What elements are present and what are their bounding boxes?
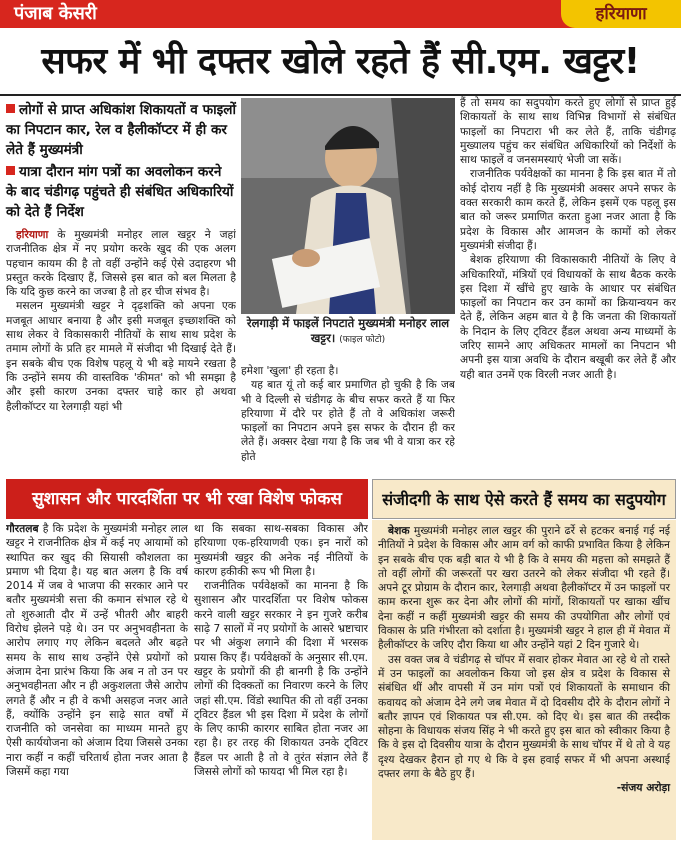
- paragraph: मसलन मुख्यमंत्री खट्टर ने दृढ़शक्ति को अपना एक मजबूत आधार बनाया है और इसी मजबूत इच्छाशक्ति को साथ लेकर वे विकासकारी नीतियों के साथ साथ प्रदेश के तमाम लोगों के प्रति हर मामले में संजीदा भी दिखाई देते हैं। इन सबके बीच एक विशेष पहलू ये भी बड़े मायने रखता है कि उन्होंने समय की वास्तविक 'कीमत' को भी समझा है और इसी कारण उनका दफ्तर चाहे कार हो अथवा हैलीकॉप्टर या रेलगाड़ी यहां भी: [6, 299, 236, 413]
- paragraph: बेशक हरियाणा की विकासकारी नीतियों के लिए वे अधिकारियों, मंत्रियों एवं विधायकों के साथ बैठक करके इस दिशा में खींचे हुए खाके के आधार पर संबंधित फाइलों का निपटान कर उन कामों का क्रियान्वयन कर देते हैं, लेकिन अहम बात ये है कि जनता की शिकायतों के निदान के लिए ट्विटर हैंडल अथवा अन्य माध्यमों के जरिए सामने आए अधिकतर मामलों का निपटान भी अपनी इस यात्रा अवधि के दौरान बखूबी कर लेते हैं और यही बात उनमें एक विरली नजर आती है।: [460, 253, 676, 381]
- photo-credit: (फाइल फोटो): [339, 335, 386, 345]
- section3-text: [372, 520, 676, 848]
- paragraph: गौरतलब है कि प्रदेश के मुख्यमंत्री मनोहर लाल खट्टर ने राजनीतिक क्षेत्र में कई नए आयामों को स्थापित कर खुद की सियासी कौशलता का प्रमाण भी दिया है। यह बात अलग है कि वर्ष 2014 में जब वे भाजपा की सरकार आने पर बतौर मुख्यमंत्री सत्ता की कमान संभाल रहे थे तो शुरुआती दौर में उन्हें भीतरी और बाहरी विरोध झेलने पड़े थे। उन पर अनुभवहीनता के आरोप लगाए गए लेकिन बदलते और बढ़ते समय के साथ साथ उन्होंने ऐसे प्रयोगों को अंजाम देना प्रारंभ किया कि अब न तो उन पर अनुभवहीनता और न ही अकुशलता जैसे आरोप लगते हैं और न ही वे कभी असहज नजर आते हैं, क्योंकि उन्होंने इन साढ़े सात वर्षों में राजनीति को जनसेवा का माध्यम मानते हुए ऐसी कार्ययोजना को अंजाम दिया जिससे उनका नारा कहीं न कहीं चरितार्थ होता नजर आता है जिसमें कहा गया: [6, 522, 188, 779]
- news-photo: [241, 98, 455, 314]
- train-photo-illustration: [241, 98, 455, 314]
- highlights: [6, 100, 236, 224]
- highlight-item: लोगों से प्राप्त अधिकांश शिकायतों व फाइलों का निपटान कार, रेल व हैलीकॉप्टर में ही कर लेते हैं मुख्यमंत्री: [6, 102, 237, 158]
- column-1: [6, 228, 236, 474]
- paragraph: बेशक मुख्यमंत्री मनोहर लाल खट्टर की पुराने ढर्रे से हटकर बनाई गई नई नीतियों ने प्रदेश के विकास और आम वर्ग को काफी प्रभावित किया है लेकिन इन सबके बीच एक बड़ी बात ये भी है कि वे समय की महत्ता को समझते हैं तो वहीं लोगों की जरूरतों पर खरा उतरने को लेकर संजीदा भी रहते हैं। अपने टूर प्रोग्राम के दौरान कार, रेलगाड़ी अथवा हैलीकॉप्टर में उन फाइलों पर काम करना शुरू कर देना और लोगों की मांगों, शिकायतों पर खाका खींच देना कहीं न कहीं मुख्यमंत्री खट्टर की समय की उपयोगिता और लोगों एवं विकास के प्रति गंभीरता को दर्शाता है। मुख्यमंत्री खट्टर ने हाल ही में मेवात में हैलीकॉप्टर के जरिए दौरा किया था और उन्होंने यहां 2 दिन गुजारे थे।: [378, 524, 670, 652]
- section-tag: हरियाणा: [561, 0, 681, 28]
- byline: -संजय अरोड़ा: [616, 781, 670, 795]
- paragraph: राजनीतिक पर्यवेक्षकों का मानना है कि इस बात में तो कोई दोराय नहीं है कि मुख्यमंत्री अक्सर अपने सफर के वक्त सरकारी काम करते हैं, लेकिन इसमें एक पहलू इस बात को जरूर प्रमाणित करता हुआ नजर आता है कि प्रदेश के विकास और आमजन के कामों को लेकर मुख्यमंत्री संजीदा हैं।: [460, 167, 676, 252]
- column-3: [460, 96, 676, 474]
- paragraph: था कि सबका साथ-सबका विकास और हरियाणा एक-हरियाणवी एक। इन नारों को मुख्यमंत्री खट्टर की अनेक नई नीतियों के कारण हकीकी रूप भी मिला है।: [194, 522, 368, 578]
- photo-caption: रेलगाड़ी में फाइलें निपटाते मुख्यमंत्री मनोहर लाल खट्टर। (फाइल फोटो): [246, 316, 450, 345]
- paragraph: यह बात यूं तो कई बार प्रमाणित हो चुकी है कि जब भी वे दिल्ली से चंडीगढ़ के बीच सफर करते हैं या फिर हरियाणा में दौरे पर होते हैं तो वे अधिकांश जरूरी फाइलों का निपटान अपने इस सफर के दौरान ही कर लेते हैं। अक्सर देखा गया है कि जब भी वे यात्रा कर रहे होते: [241, 378, 455, 463]
- paragraph: हैं तो समय का सदुपयोग करते हुए लोगों से प्राप्त हुई शिकायतों के साथ साथ विभिन्न विभागों से संबंधित फाइलों का निपटारा भी कर लेते हैं, ताकि चंडीगढ़ मुख्यालय पहुंच कर संबंधित अधिकारियों को निर्देशों के साथ फाइलें व जनसमस्याएं भेजी जा सकें।: [460, 96, 676, 167]
- section-heading-governance: सुशासन और पारदर्शिता पर भी रखा विशेष फोकस: [6, 479, 368, 519]
- bullet-icon: [6, 166, 15, 175]
- paragraph: हमेशा 'खुला' ही रहता है।: [241, 364, 339, 377]
- section2-column-b: [194, 522, 368, 842]
- paragraph: उस वक्त जब वे चंडीगढ़ से चॉपर में सवार होकर मेवात आ रहे थे तो रास्ते में उन फाइलों का अवलोकन किया जो इस क्षेत्र व प्रदेश के विकास से संबंधित थीं और वापसी में उन मांग पत्रों एवं शिकायतों के समाधान की कवायद को अंजाम देने लगे जब मेवात में दो दिवसीय दौरे के दौरान लोगों ने बतौर ज्ञापन एवं शिकायत पत्र सी.एम. को दिए थे। इस बात की तस्दीक सोहना के विधायक संजय सिंह ने भी करते हुए इस बात को स्वीकार किया है कि वे इस दो दिवसीय यात्रा के दौरान मुख्यमंत्री के साथ चॉपर में थे तो वे यह दृश्य देखकर हैरान हो गए थे कि वे इस हवाई सफर में भी अपना अस्थाई दफ्तर लगा के बैठे हुए हैं।: [378, 652, 670, 781]
- section2-column-a: [6, 522, 188, 842]
- paragraph: राजनीतिक पर्यवेक्षकों का मानना है कि सुशासन और पारदर्शिता पर विशेष फोकस करने वाली खट्टर सरकार ने इन गुजरे करीब साढ़े 7 सालों में नए प्रयोगों के आसरे भ्रष्टाचार पर भी अंकुश लगाने की दिशा में भरसक प्रयास किए हैं। पर्यवेक्षकों के अनुसार सी.एम. खट्टर के प्रयोगों की ही बानगी है कि उन्होंने लोगों की दिक्कतों का निवारण करने के लिए जहां सी.एम. विंडो स्थापित की तो वहीं उनका ट्विटर हैंडल भी इस दिशा में प्रदेश के लोगों के लिए काफी कारगर साबित होता नजर आ रहा है। हर तरह की शिकायत उनके ट्विटर हैंडल पर आती है तो वे तुरंत संज्ञान लेते हैं जिससे लोगों को फायदा भी मिल रहा है।: [194, 579, 368, 779]
- newspaper-logo: पंजाब केसरी: [6, 1, 105, 27]
- page-title: सफर में भी दफ्तर खोले रहते हैं सी.एम. खट्टर!: [41, 41, 640, 82]
- bullet-icon: [6, 104, 15, 113]
- column-2: [241, 364, 455, 474]
- section3-box: [372, 520, 676, 840]
- highlight-item: यात्रा दौरान मांग पत्रों का अवलोकन करने के बाद चंडीगढ़ पहुंचते ही संबंधित अधिकारियों को देते हैं निर्देश: [6, 164, 234, 220]
- section-heading-time-use: संजीदगी के साथ ऐसे करते हैं समय का सदुपयोग: [372, 479, 676, 519]
- paragraph: हरियाणा के मुख्यमंत्री मनोहर लाल खट्टर ने जहां राजनीतिक क्षेत्र में नए प्रयोग करके खुद की एक अलग पहचान कायम की है तो वहीं उन्होंने कई ऐसे उदाहरण भी प्रस्तुत करके दिखाए हैं, जिससे इस बात को बल मिलता है कि यदि कुछ करने का जज्बा है तो हर चीज संभव है।: [6, 228, 236, 299]
